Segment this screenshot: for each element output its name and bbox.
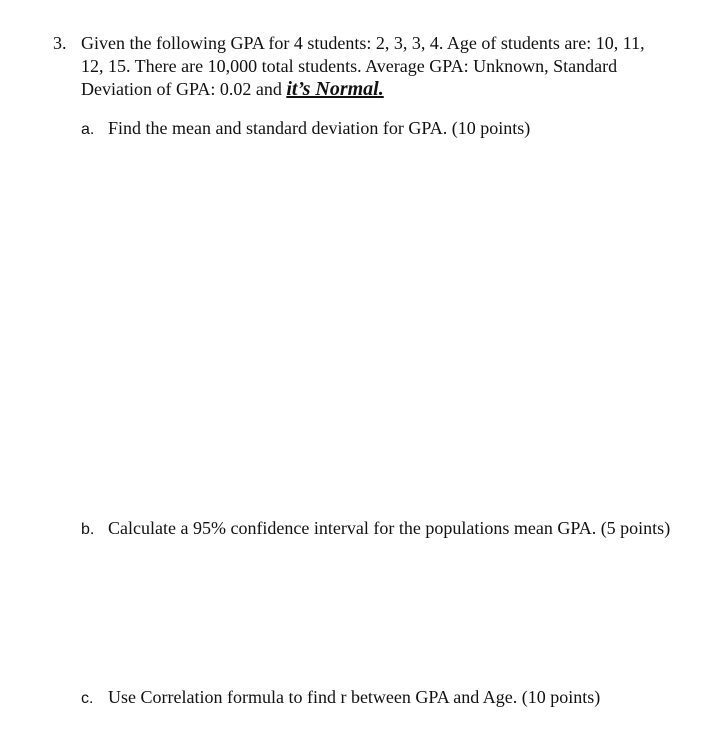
- normal-emphasis: it’s Normal.: [286, 78, 384, 100]
- part-a-letter: a.: [81, 121, 95, 138]
- part-a: [81, 117, 530, 141]
- question-line-3: [81, 78, 681, 101]
- part-b-letter: b.: [81, 521, 95, 538]
- part-c-text: Use Correlation formula to find r between GPA and Age. (10 points): [108, 687, 601, 707]
- part-c: [81, 686, 600, 710]
- part-c-letter: c.: [81, 690, 94, 707]
- part-b-text: Calculate a 95% confidence interval for the populations mean GPA. (5 points): [108, 518, 671, 538]
- part-a-text: Find the mean and standard deviation for GPA. (10 points): [108, 118, 531, 138]
- question-line-1: Given the following GPA for 4 students: 2, 3, 3, 4. Age of students are: 10, 11,: [81, 33, 645, 53]
- question-line-3-prefix: Deviation of GPA: 0.02 and: [81, 79, 287, 99]
- part-b: [81, 517, 670, 541]
- question-line-2: 12, 15. There are 10,000 total students. Average GPA: Unknown, Standard: [81, 56, 618, 76]
- question-number: 3.: [53, 33, 67, 53]
- question-text: [81, 32, 681, 101]
